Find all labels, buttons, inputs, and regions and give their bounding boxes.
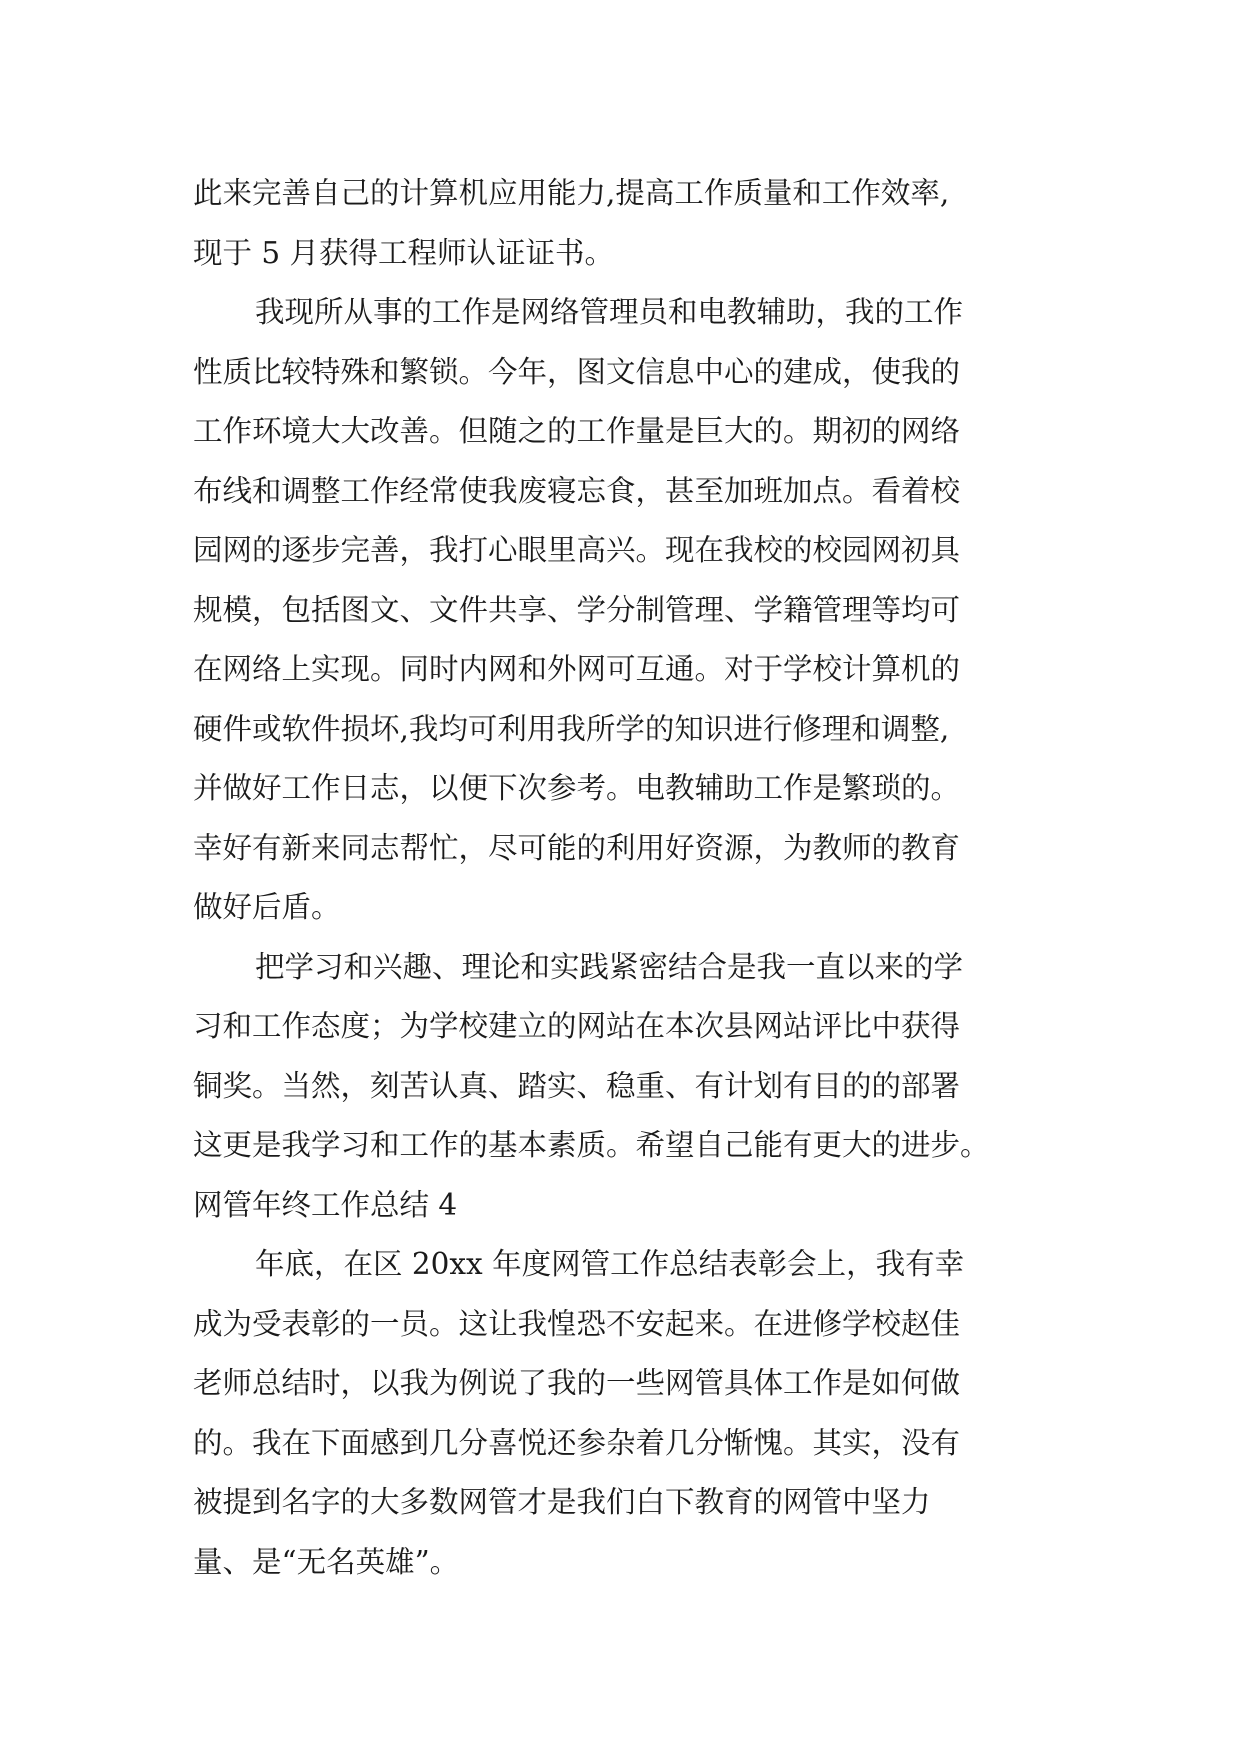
text-line: 性质比较特殊和繁锁。今年，图文信息中心的建成，使我的	[193, 354, 961, 389]
text-line: 做好后盾。	[193, 890, 341, 924]
text-line: 铜奖。当然，刻苦认真、踏实、稳重、有计划有目的的部署	[193, 1068, 961, 1103]
text-line: 我现所从事的工作是网络管理员和电教辅助，我的工作	[255, 295, 964, 329]
text-line: 被提到名字的大多数网管才是我们白下教育的网管中坚力	[193, 1485, 931, 1519]
text-line: 年底，在区 20xx 年度网管工作总结表彰会上，我有幸	[255, 1247, 965, 1281]
text-line: 并做好工作日志，以便下次参考。电教辅助工作是繁琐的。	[193, 771, 961, 805]
text-line: 工作环境大大改善。但随之的工作量是巨大的。期初的网络	[193, 414, 961, 448]
text-line: 现于 5 月获得工程师认证证书。	[193, 235, 615, 270]
text-line: 老师总结时，以我为例说了我的一些网管具体工作是如何做	[193, 1366, 961, 1400]
text-line: 把学习和兴趣、理论和实践紧密结合是我一直以来的学	[255, 949, 964, 984]
text-line: 硬件或软件损坏,我均可利用我所学的知识进行修理和调整,	[193, 711, 950, 746]
text-line: 成为受表彰的一员。这让我惶恐不安起来。在进修学校赵佳	[193, 1306, 961, 1341]
text-line: 幸好有新来同志帮忙，尽可能的利用好资源，为教师的教育	[193, 830, 961, 865]
text-line: 网管年终工作总结 4	[193, 1187, 458, 1222]
text-line: 习和工作态度；为学校建立的网站在本次县网站评比中获得	[193, 1009, 961, 1043]
text-line: 园网的逐步完善，我打心眼里高兴。现在我校的校园网初具	[193, 533, 961, 567]
text-line: 布线和调整工作经常使我废寝忘食，甚至加班加点。看着校	[193, 473, 961, 508]
text-line: 规模，包括图文、文件共享、学分制管理、学籍管理等均可	[193, 592, 961, 627]
document-body	[193, 164, 1093, 1592]
text-line: 的。我在下面感到几分喜悦还参杂着几分惭愧。其实，没有	[193, 1425, 961, 1460]
text-line: 这更是我学习和工作的基本素质。希望自己能有更大的进步。	[193, 1128, 990, 1162]
text-line: 量、是“无名英雄”。	[193, 1544, 460, 1579]
text-line: 此来完善自己的计算机应用能力,提高工作质量和工作效率,	[193, 176, 950, 210]
text-line: 在网络上实现。同时内网和外网可互通。对于学校计算机的	[193, 652, 961, 686]
